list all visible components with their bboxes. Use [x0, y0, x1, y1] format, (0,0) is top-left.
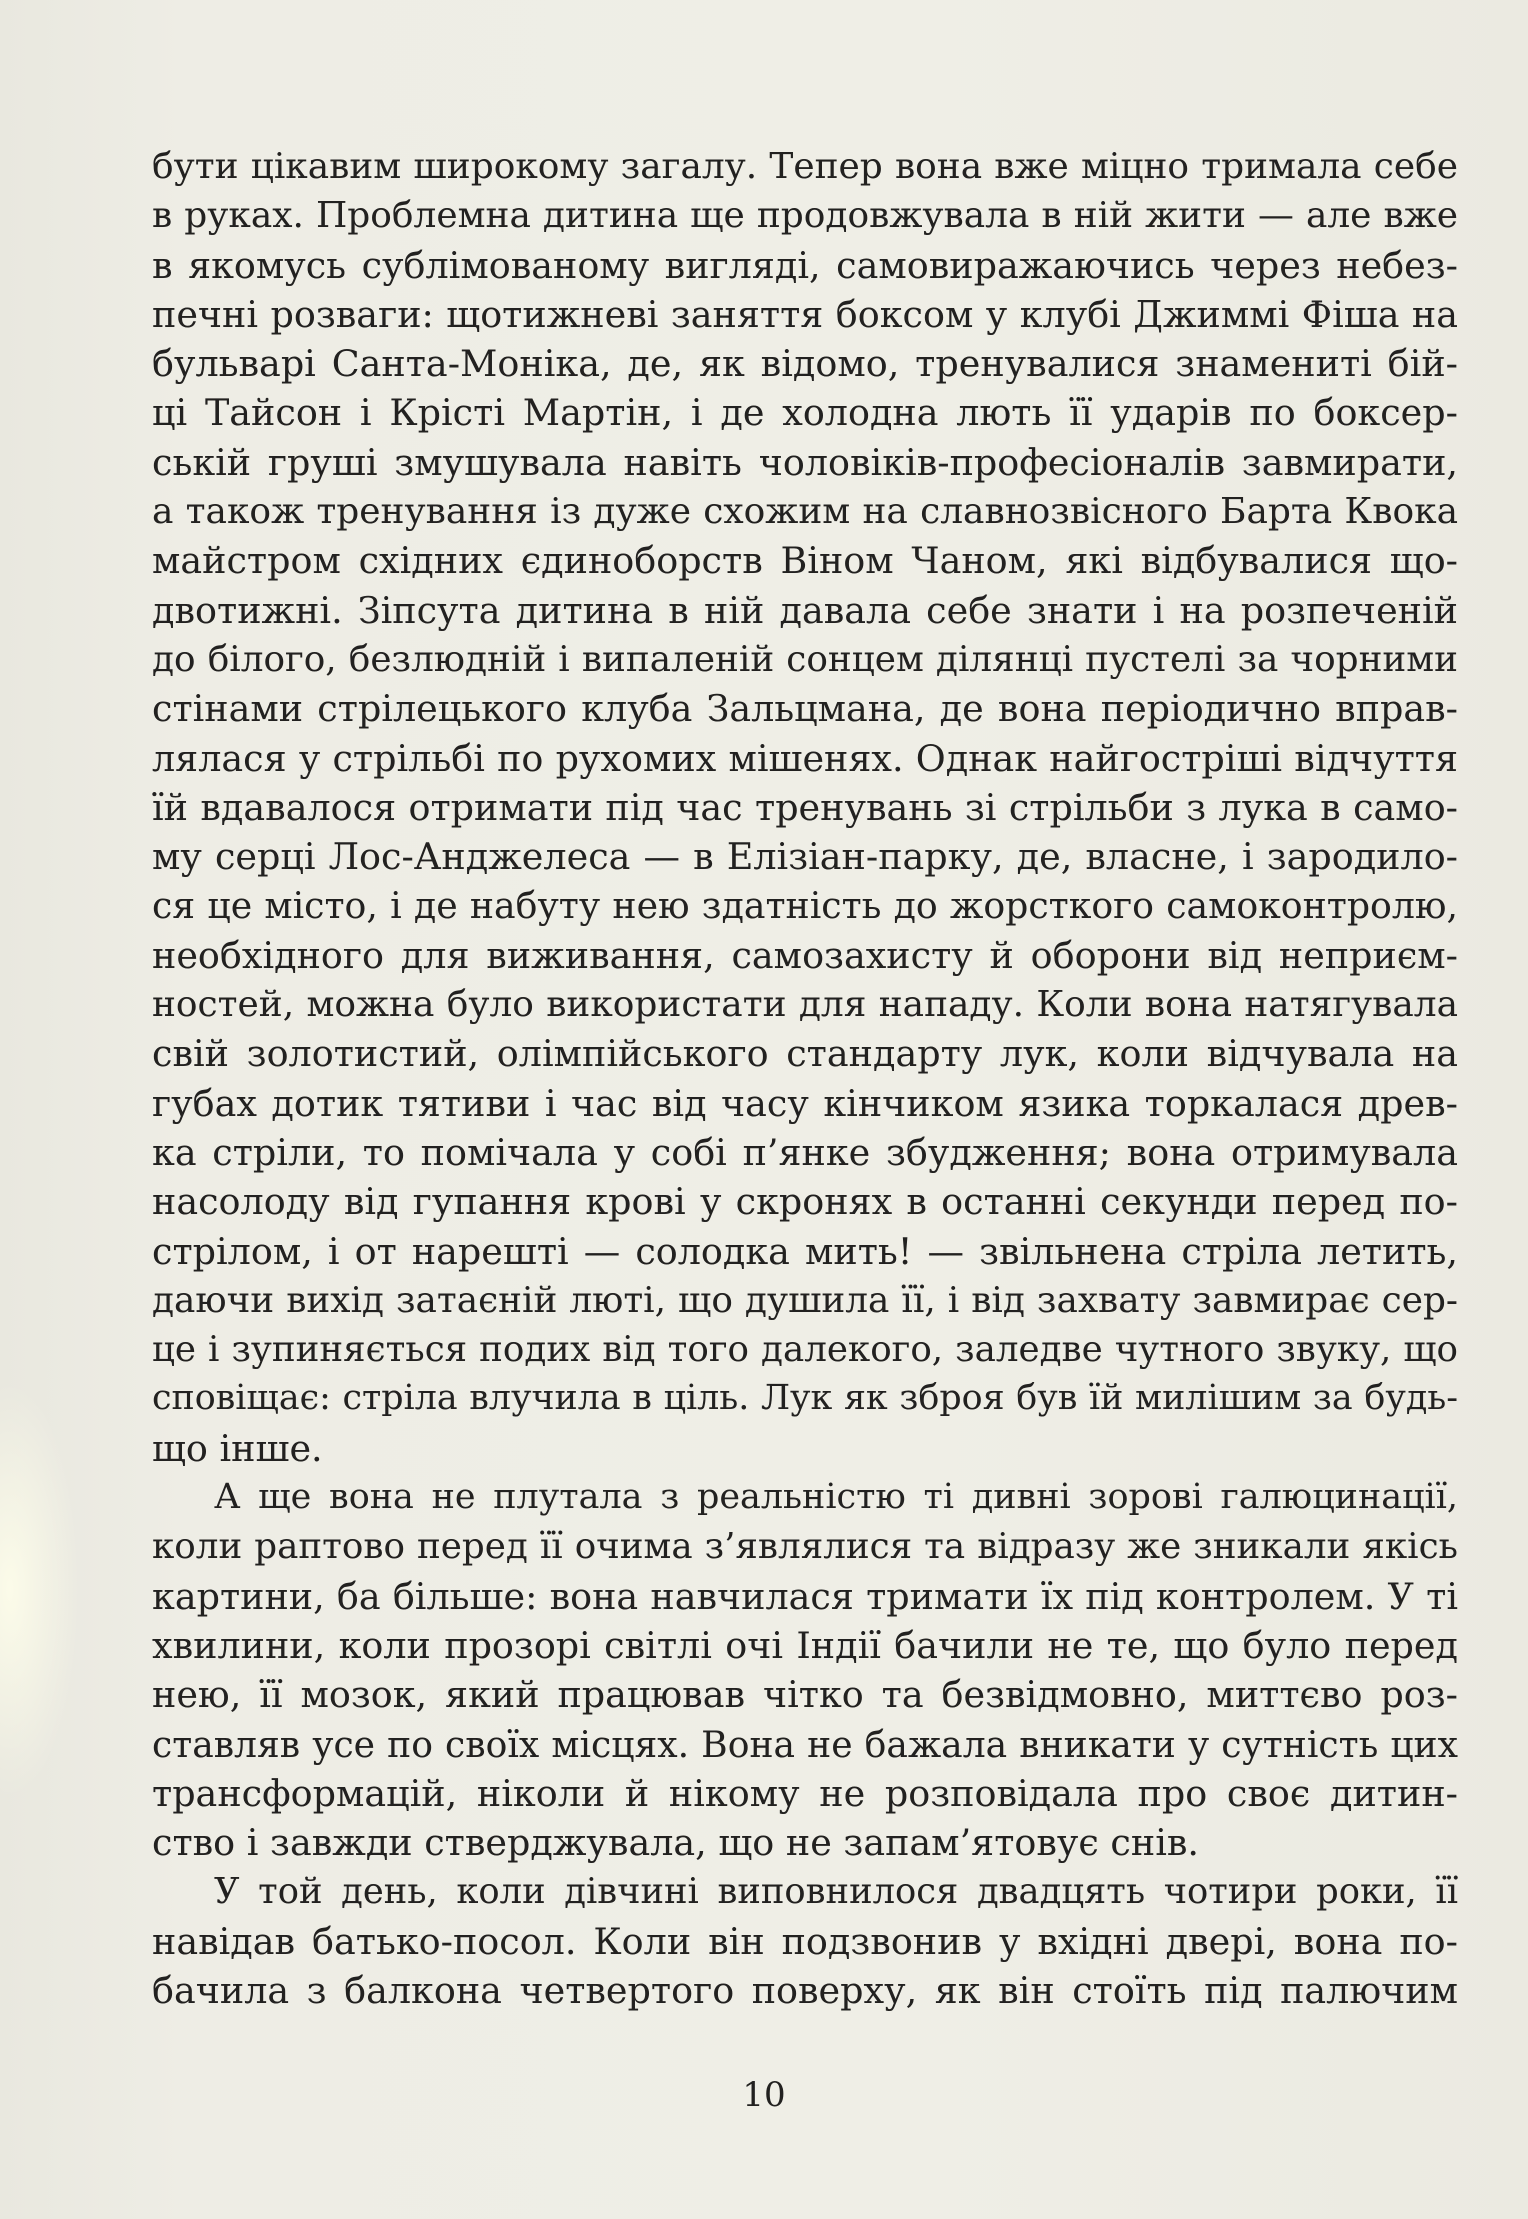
paragraph-2 — [152, 1473, 1458, 1867]
text-line: трансформацій, ніколи й нікому не розповідала про своє дитин- — [152, 1771, 1458, 1815]
text-line: бачила з балкона четвертого поверху, як він стоїть під палючим — [152, 1968, 1458, 2012]
text-line: що інше. — [152, 1426, 323, 1470]
text-line: печні розваги: щотижневі заняття боксом у клубі Джиммі Фіша на — [152, 292, 1458, 336]
text-line: майстром східних єдиноборств Віном Чаном, які відбувалися що- — [152, 539, 1458, 583]
text-line: необхідного для виживання, самозахисту й оборони від неприєм- — [152, 933, 1458, 977]
text-line: стінами стрілецького клуба Зальцмана, де вона періодично вправ- — [152, 687, 1458, 731]
text-line: даючи вихід затаєній люті, що душила її, і від захвату завмирає сер- — [152, 1279, 1458, 1321]
text-line: насолоду від гупання крові у скронях в останні секунди перед по- — [152, 1180, 1458, 1224]
body-text — [152, 142, 1458, 2015]
text-line: до білого, безлюдній і випаленій сонцем ділянці пустелі за чорними — [152, 638, 1458, 680]
text-line: бульварі Санта-Моніка, де, як відомо, тренувалися знамениті бій- — [152, 342, 1458, 386]
page-number: 10 — [742, 2075, 786, 2115]
text-line: ся це місто, і де набуту нею здатність до жорсткого самоконтролю, — [152, 884, 1458, 928]
text-line: ці Тайсон і Крісті Мартін, і де холодна лють її ударів по боксер- — [152, 391, 1458, 435]
paragraph-1 — [152, 142, 1458, 1473]
text-line: в якомусь сублімованому вигляді, самовиражаючись через небез- — [152, 243, 1458, 287]
text-line: нею, її мозок, який працював чітко та безвідмовно, миттєво роз- — [152, 1673, 1458, 1717]
text-line: губах дотик тятиви і час від часу кінчиком язика торкалася древ- — [152, 1081, 1458, 1125]
text-line: сповіщає: стріла влучила в ціль. Лук як зброя був їй милішим за будь- — [152, 1378, 1458, 1419]
text-line: А ще вона не плутала з реальністю ті дивні зорові галюцинації, — [214, 1477, 1458, 1518]
text-line: ностей, можна було використати для нападу. Коли вона натягувала — [152, 984, 1458, 1026]
text-line: а також тренування із дуже схожим на славнозвісного Барта Квока — [152, 491, 1458, 533]
text-line: лялася у стрільбі по рухомих мішенях. Однак найгостріші відчуття — [152, 736, 1458, 780]
text-line: стрілом, і от нарешті — солодка мить! — звільнена стріла летить, — [152, 1229, 1458, 1273]
text-line: це і зупиняється подих від того далекого, заледве чутного звуку, що — [152, 1329, 1458, 1371]
text-line: коли раптово перед її очима з’являлися та відразу же зникали якісь — [152, 1526, 1458, 1568]
text-line: У той день, коли дівчині виповнилося двадцять чотири роки, її — [214, 1871, 1458, 1913]
text-line: ставляв усе по своїх місцях. Вона не бажала вникати у сутність цих — [152, 1722, 1458, 1766]
light-glare — [0, 1380, 80, 1800]
text-line: ство і завжди стверджувала, що не запам’ятовує снів. — [152, 1821, 1200, 1865]
text-line: в руках. Проблемна дитина ще продовжувала в ній жити — але вже — [152, 195, 1458, 237]
paragraph-3 — [152, 1867, 1458, 2015]
text-line: навідав батько-посол. Коли він подзвонив у вхідні двері, вона по- — [152, 1919, 1458, 1963]
text-line: їй вдавалося отримати під час тренувань зі стрільби з лука в само- — [152, 785, 1458, 829]
text-line: картини, ба більше: вона навчилася тримати їх під контролем. У ті — [152, 1574, 1458, 1618]
text-line: ській груші змушувала навіть чоловіків-професіоналів завмирати, — [152, 440, 1458, 484]
text-line: хвилини, коли прозорі світлі очі Індії бачили не те, що було перед — [152, 1623, 1458, 1667]
text-line: двотижні. Зіпсута дитина в ній давала себе знати і на розпеченій — [152, 588, 1458, 632]
text-line: свій золотистий, олімпійського стандарту лук, коли відчувала на — [152, 1032, 1458, 1076]
text-line: бути цікавим широкому загалу. Тепер вона вже міцно тримала себе — [152, 146, 1458, 187]
text-line: ка стріли, то помічала у собі п’янке збудження; вона отримувала — [152, 1130, 1458, 1174]
text-line: му серці Лос-Анджелеса — в Елізіан-парку, де, власне, і зародило- — [152, 835, 1458, 879]
